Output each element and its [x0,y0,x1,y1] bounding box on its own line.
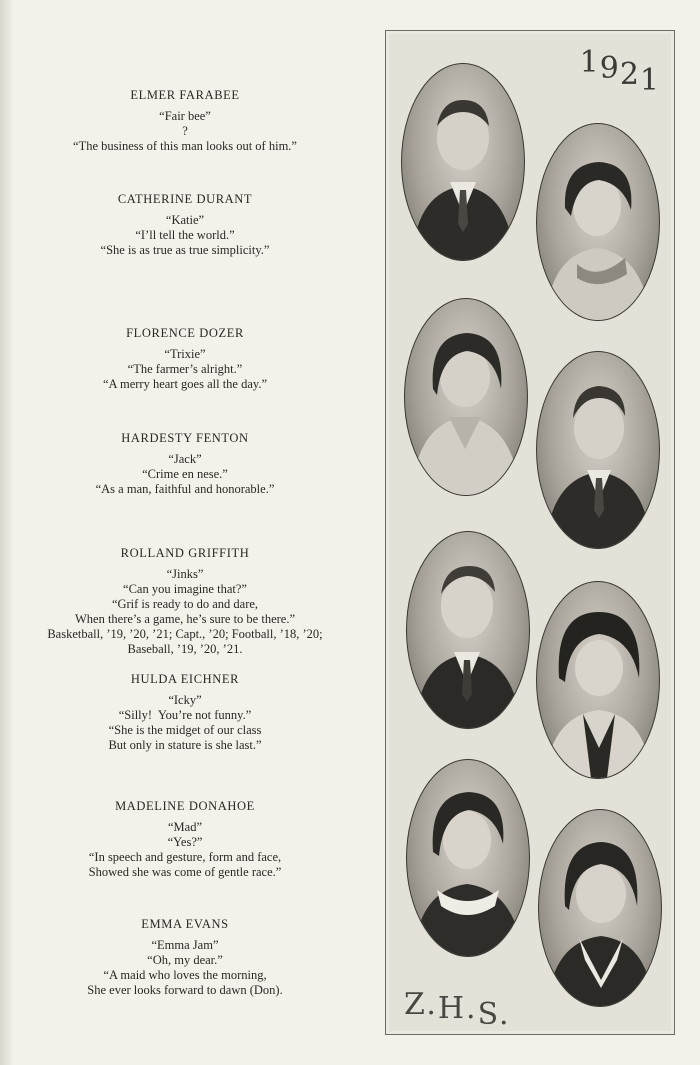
year-digit: 2 [619,57,640,92]
portrait-florence-dozer [404,298,528,496]
nickname: “Fair bee” [159,109,211,123]
nickname: “Trixie” [164,347,206,361]
entry-hardesty-fenton [0,431,370,497]
saying: “Yes?” [167,835,203,849]
quote-line-1: “In speech and gesture, form and face, [88,850,282,864]
quote-line-1: “Grif is ready to do and dare, [111,597,259,611]
portrait-hulda-eichner [536,581,660,779]
quote: “The business of this man looks out of him.” [73,139,297,153]
entry-catherine-durant [0,192,370,258]
portrait-woman-icon [537,582,659,778]
year-digit: 1 [639,63,660,98]
school-letter: S. [477,997,511,1032]
portrait-rolland-griffith [406,531,530,729]
portrait-man-icon [407,532,529,728]
saying: “Silly! You’re not funny.” [118,708,252,722]
portrait-madeline-donahoe [406,759,530,957]
entry-rolland-griffith [0,546,370,657]
portrait-man-icon [402,64,524,260]
portrait-catherine-durant [536,123,660,321]
student-name: CATHERINE DURANT [117,192,253,206]
school-letter: H. [437,991,478,1026]
quote-line-2: But only in stature is she last.” [108,738,262,752]
year-digit: 1 [579,45,600,80]
portrait-woman-icon [405,299,527,495]
nickname: “Jack” [168,452,202,466]
entry-hulda-eichner [0,672,370,753]
student-name: EMMA EVANS [141,917,229,931]
portrait-elmer-farabee [401,63,525,261]
portrait-woman-icon [539,810,661,1006]
entry-emma-evans [0,917,370,998]
saying: “The farmer’s alright.” [127,362,243,376]
student-name: HARDESTY FENTON [121,431,249,445]
saying: “I’ll tell the world.” [135,228,235,242]
class-year [579,45,660,98]
nickname: “Jinks” [166,567,204,581]
portrait-man-icon [537,352,659,548]
athletics-record-cont: Baseball, ’19, ’20, ’21. [127,642,243,656]
student-name: ROLLAND GRIFFITH [120,546,250,560]
saying: “Oh, my dear.” [147,953,223,967]
nickname: “Katie” [165,213,205,227]
quote-line-2: She ever looks forward to dawn (Don). [87,983,283,997]
saying: “Crime en nese.” [142,467,228,481]
student-name: FLORENCE DOZER [126,326,244,340]
portrait-hardesty-fenton [536,351,660,549]
portrait-woman-icon [537,124,659,320]
saying: “Can you imagine that?” [123,582,247,596]
photo-panel [385,30,675,1035]
school-initials [404,987,511,1032]
year-digit: 9 [599,51,620,86]
student-name: ELMER FARABEE [130,88,240,102]
entry-elmer-farabee [0,88,370,154]
entry-florence-dozer [0,326,370,392]
quote-line-2: When there’s a game, he’s sure to be there.” [74,612,296,626]
quote-line-1: “She is the midget of our class [108,723,262,737]
quote-line-1: “A maid who loves the morning, [103,968,267,982]
entry-madeline-donahoe [0,799,370,880]
portrait-emma-evans [538,809,662,1007]
athletics-record: Basketball, ’19, ’20, ’21; Capt., ’20; Football, ’18, ’20; [47,627,323,641]
quote: “As a man, faithful and honorable.” [95,482,275,496]
nickname: “Emma Jam” [151,938,219,952]
quote: “She is as true as true simplicity.” [100,243,270,257]
student-name: MADELINE DONAHOE [115,799,255,813]
nickname: “Mad” [167,820,202,834]
quote-line-2: Showed she was come of gentle race.” [88,865,282,879]
student-name: HULDA EICHNER [130,672,240,686]
quote: “A merry heart goes all the day.” [102,377,268,391]
nickname: “Icky” [168,693,202,707]
portrait-woman-icon [407,760,529,956]
school-letter: Z. [404,987,438,1022]
saying: ? [182,124,188,138]
